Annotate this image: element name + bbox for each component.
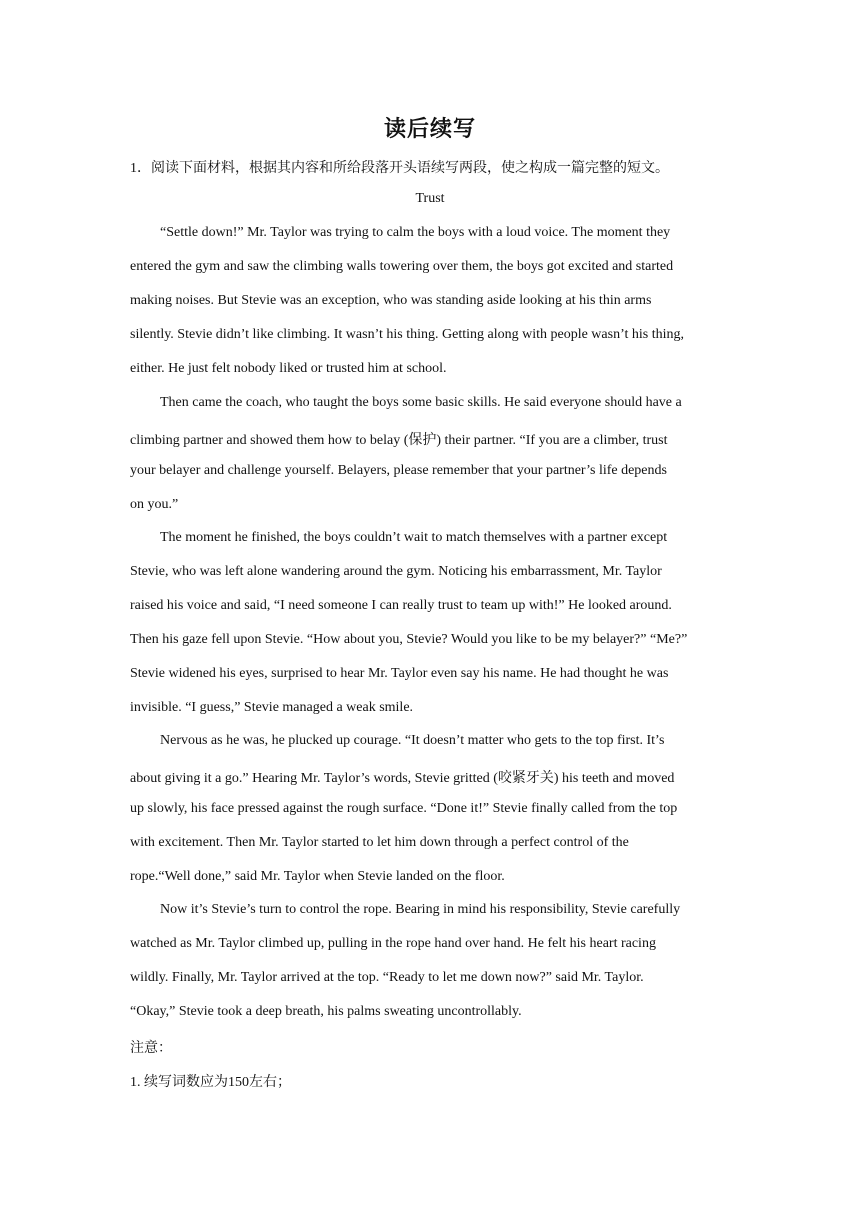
paragraph-line: Then his gaze fell upon Stevie. “How about you, Stevie? Would you like to be my belayer?” “Me?” xyxy=(130,632,688,647)
paragraph-line: silently. Stevie didn’t like climbing. It wasn’t his thing. Getting along with people wasn’t his thing, xyxy=(130,327,684,342)
paragraph-line: rope.“Well done,” said Mr. Taylor when Stevie landed on the floor. xyxy=(130,869,505,884)
paragraph-line: either. He just felt nobody liked or trusted him at school. xyxy=(130,361,447,376)
paragraph-line: wildly. Finally, Mr. Taylor arrived at the top. “Ready to let me down now?” said Mr. Taylor. xyxy=(130,970,644,985)
task-instruction: 1．阅读下面材料，根据其内容和所给段落开头语续写两段，使之构成一篇完整的短文。 xyxy=(130,161,669,176)
paragraph-line: climbing partner and showed them how to belay (保护) their partner. “If you are a climber, trust xyxy=(130,433,668,448)
note-item: 1. 续写词数应为150左右； xyxy=(130,1075,291,1090)
paragraph-line: on you.” xyxy=(130,497,179,512)
paragraph-line: with excitement. Then Mr. Taylor started to let him down through a perfect control of the xyxy=(130,835,629,850)
paragraph-line: Stevie widened his eyes, surprised to hear Mr. Taylor even say his name. He had thought he was xyxy=(130,666,669,681)
paragraph-line: The moment he finished, the boys couldn’t wait to match themselves with a partner except xyxy=(160,530,668,545)
paragraph-line: up slowly, his face pressed against the rough surface. “Done it!” Stevie finally called from the top xyxy=(130,801,678,816)
paragraph-line: your belayer and challenge yourself. Belayers, please remember that your partner’s life depends xyxy=(130,463,667,478)
paragraph-line: Stevie, who was left alone wandering around the gym. Noticing his embarrassment, Mr. Taylor xyxy=(130,564,662,579)
paragraph-line: raised his voice and said, “I need someone I can really trust to team up with!” He looked around. xyxy=(130,598,672,613)
paragraph-line: Nervous as he was, he plucked up courage. “It doesn’t matter who gets to the top first. It’s xyxy=(160,733,665,748)
paragraph-line: watched as Mr. Taylor climbed up, pulling in the rope hand over hand. He felt his heart racing xyxy=(130,936,656,951)
paragraph-line: “Settle down!” Mr. Taylor was trying to calm the boys with a loud voice. The moment they xyxy=(160,225,671,240)
paragraph-line: entered the gym and saw the climbing walls towering over them, the boys got excited and started xyxy=(130,259,674,274)
paragraph-line: Now it’s Stevie’s turn to control the rope. Bearing in mind his responsibility, Stevie carefully xyxy=(160,902,681,917)
paragraph-line: “Okay,” Stevie took a deep breath, his palms sweating uncontrollably. xyxy=(130,1004,522,1019)
paragraph-line: making noises. But Stevie was an exception, who was standing aside looking at his thin arms xyxy=(130,293,652,308)
paragraph-line: Then came the coach, who taught the boys some basic skills. He said everyone should have a xyxy=(160,395,682,410)
paragraph-line: invisible. “I guess,” Stevie managed a weak smile. xyxy=(130,700,414,715)
note-label: 注意： xyxy=(130,1041,172,1056)
document-title: 读后续写 xyxy=(383,116,476,141)
story-title: Trust xyxy=(415,191,445,206)
paragraph-line: about giving it a go.” Hearing Mr. Taylor’s words, Stevie gritted (咬紧牙关) his teeth and moved xyxy=(130,771,675,786)
